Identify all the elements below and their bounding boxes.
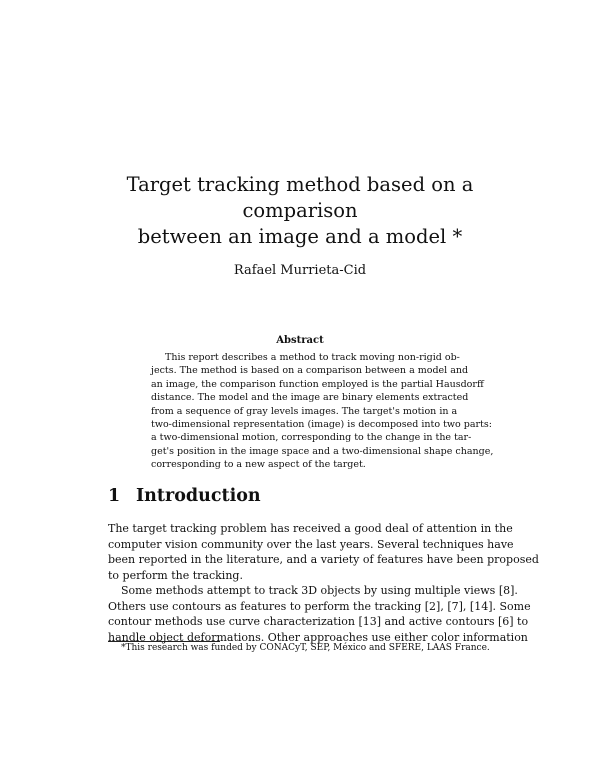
abstract-body	[151, 351, 494, 472]
footnote: *This research was funded by CONACyT, SEP, México and SFERE, LAAS France.	[121, 643, 490, 653]
section-heading	[108, 486, 261, 506]
body-line: contour methods use curve characterization [13] and active contours [6] to	[108, 615, 529, 628]
title-line: Target tracking method based on a	[126, 173, 474, 196]
abstract-line: jects. The method is based on a comparison between a model and	[151, 365, 469, 377]
title-line: comparison	[242, 199, 358, 222]
section-number: 1	[108, 486, 121, 506]
body-line: Others use contours as features to perform the tracking [2], [7], [14]. Some	[108, 599, 531, 613]
body-line: to perform the tracking.	[108, 568, 243, 582]
abstract-line: from a sequence of gray levels images. The target's motion in a	[151, 405, 458, 417]
abstract-line: corresponding to a new aspect of the target.	[151, 459, 366, 471]
body-line: handle object deformations. Other approaches use either color information	[108, 630, 528, 644]
abstract-line: This report describes a method to track moving non-rigid ob-	[165, 352, 460, 363]
body-line: The target tracking problem has received a good deal of attention in the	[108, 522, 513, 535]
title-line: between an image and a model *	[137, 225, 463, 248]
abstract-line: two-dimensional representation (image) is decomposed into two parts:	[151, 419, 492, 431]
body-line: Some methods attempt to track 3D objects by using multiple views [8].	[121, 584, 518, 597]
abstract-line: a two-dimensional motion, corresponding to the change in the tar-	[151, 432, 472, 444]
abstract-line: an image, the comparison function employed is the partial Hausdorff	[151, 378, 484, 390]
body-text	[108, 521, 539, 645]
abstract-line: get's position in the image space and a two-dimensional shape change,	[151, 445, 494, 457]
section-title: Introduction	[136, 486, 261, 506]
footnote-rule	[108, 641, 220, 642]
abstract-line: distance. The model and the image are binary elements extracted	[151, 392, 469, 404]
body-line: been reported in the literature, and a variety of features have been proposed	[108, 553, 539, 566]
body-line: computer vision community over the last years. Several techniques have	[108, 537, 514, 551]
abstract-heading: Abstract	[276, 335, 324, 346]
paper-title	[60, 172, 540, 250]
author-name: Rafael Murrieta-Cid	[233, 263, 367, 278]
